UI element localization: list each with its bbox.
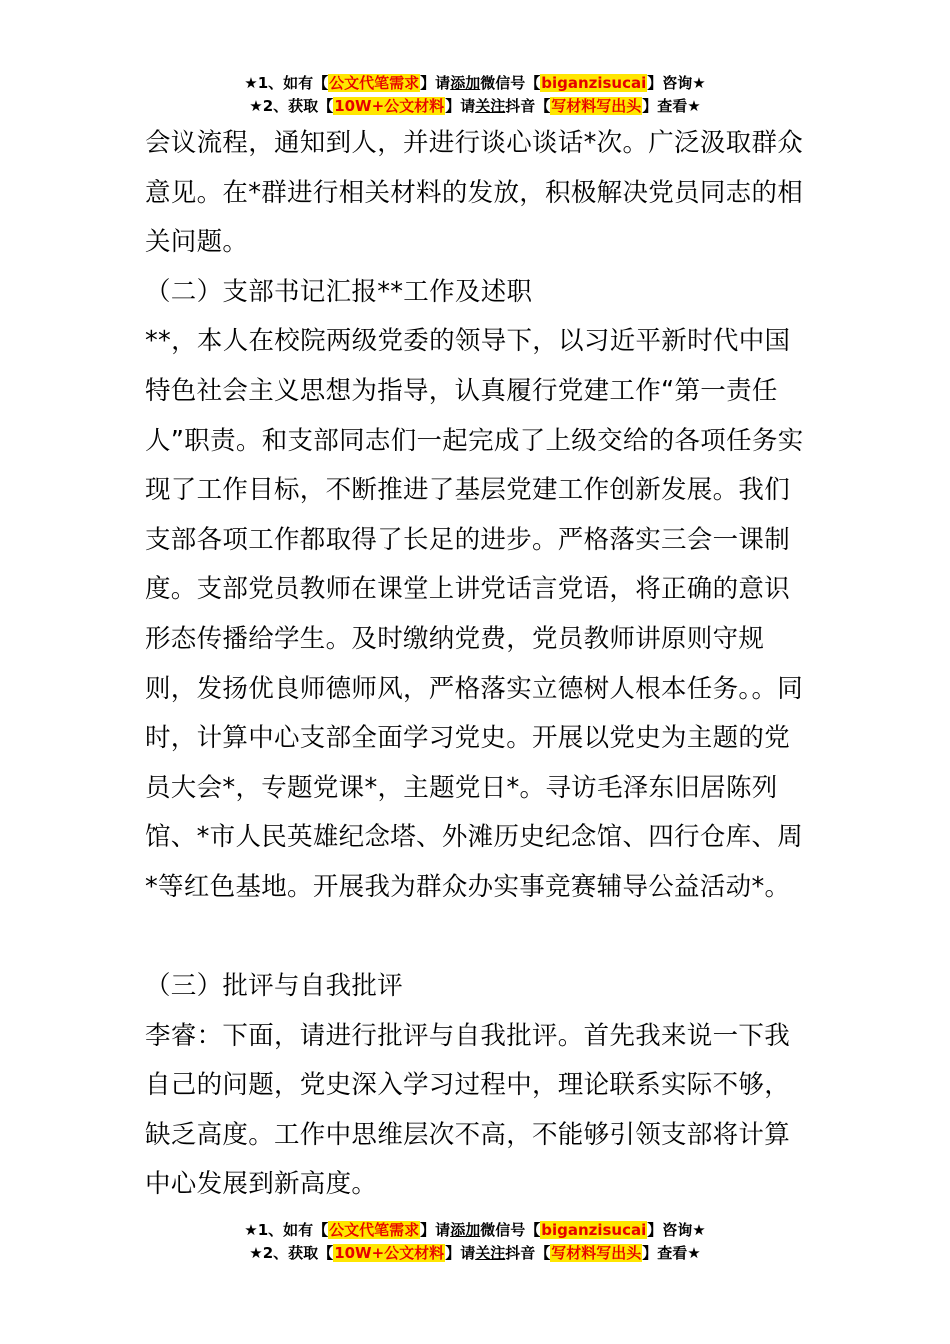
banner-text: ★2、获取【 bbox=[249, 97, 334, 115]
blank-line bbox=[145, 913, 810, 963]
banner-underlined: 添加 bbox=[450, 1221, 481, 1239]
banner-text: 】请 bbox=[420, 1221, 451, 1239]
banner-underlined: 添加 bbox=[450, 74, 481, 92]
banner-highlight: biganzisucai bbox=[541, 1221, 647, 1239]
paragraph-3: 李睿：下面，请进行批评与自我批评。首先我来说一下我自己的问题，党史深入学习过程中，理论联系实际不够，缺乏高度。工作中思维层次不高，不能够引领支部将计算中心发展到新高度。 bbox=[145, 1020, 791, 1200]
banner-line-1 bbox=[0, 72, 950, 95]
document-body bbox=[145, 119, 810, 1210]
banner-text: 】请 bbox=[445, 97, 476, 115]
banner-text: ★1、如有【 bbox=[244, 74, 329, 92]
banner-highlight: 10W+公文材料 bbox=[334, 1244, 445, 1262]
section-heading-3: （三）批评与自我批评 bbox=[145, 971, 404, 1002]
banner-text: 】咨询★ bbox=[647, 74, 706, 92]
banner-underlined: 关注 bbox=[475, 97, 506, 115]
banner-text: 】请 bbox=[445, 1244, 476, 1262]
section-heading-2: （二）支部书记汇报**工作及述职 bbox=[145, 276, 533, 307]
banner-text: 抖音【 bbox=[505, 97, 551, 115]
banner-highlight: 写材料写出头 bbox=[551, 97, 642, 115]
banner-highlight: biganzisucai bbox=[541, 74, 647, 92]
banner-line-2 bbox=[0, 95, 950, 118]
banner-text: 】请 bbox=[420, 74, 451, 92]
paragraph-1: 会议流程，通知到人，并进行谈心谈话*次。广泛汲取群众意见。在*群进行相关材料的发放，积极解决党员同志的相关问题。 bbox=[145, 128, 804, 258]
banner-text: 】查看★ bbox=[642, 97, 701, 115]
banner-text: ★2、获取【 bbox=[249, 1244, 334, 1262]
banner-line-1 bbox=[0, 1219, 950, 1242]
banner-underlined: 关注 bbox=[475, 1244, 506, 1262]
banner-highlight: 公文代笔需求 bbox=[329, 74, 420, 92]
paragraph-2: **，本人在校院两级党委的领导下，以习近平新时代中国特色社会主义思想为指导，认真履行党建工作“第一责任人”职责。和支部同志们一起完成了上级交给的各项任务实现了工作目标，不断推进了基层党建工作创新发展。我们支部各项工作都取得了长足的进步。严格落实三会一课制度。支部党员教师在课堂上讲党话言党语，将正确的意识形态传播给学生。及时缴纳党费，党员教师讲原则守规则，发扬优良师德师风，严格落实立德树人根本任务。。同时，计算中心支部全面学习党史。开展以党史为主题的党员大会*，专题党课*，主题党日*。寻访毛泽东旧居陈列馆、*市人民英雄纪念塔、外滩历史纪念馆、四行仓库、周*等红色基地。开展我为群众办实事竞赛辅导公益活动*。 bbox=[145, 326, 804, 902]
banner-text: 微信号【 bbox=[480, 1221, 541, 1239]
banner-text: 】咨询★ bbox=[647, 1221, 706, 1239]
banner-text: 】查看★ bbox=[642, 1244, 701, 1262]
banner-highlight: 公文代笔需求 bbox=[329, 1221, 420, 1239]
banner-text: ★1、如有【 bbox=[244, 1221, 329, 1239]
banner-highlight: 写材料写出头 bbox=[551, 1244, 642, 1262]
header-banner bbox=[0, 72, 950, 118]
banner-text: 微信号【 bbox=[480, 74, 541, 92]
banner-line-2 bbox=[0, 1242, 950, 1265]
footer-banner bbox=[0, 1219, 950, 1265]
banner-highlight: 10W+公文材料 bbox=[334, 97, 445, 115]
banner-text: 抖音【 bbox=[505, 1244, 551, 1262]
